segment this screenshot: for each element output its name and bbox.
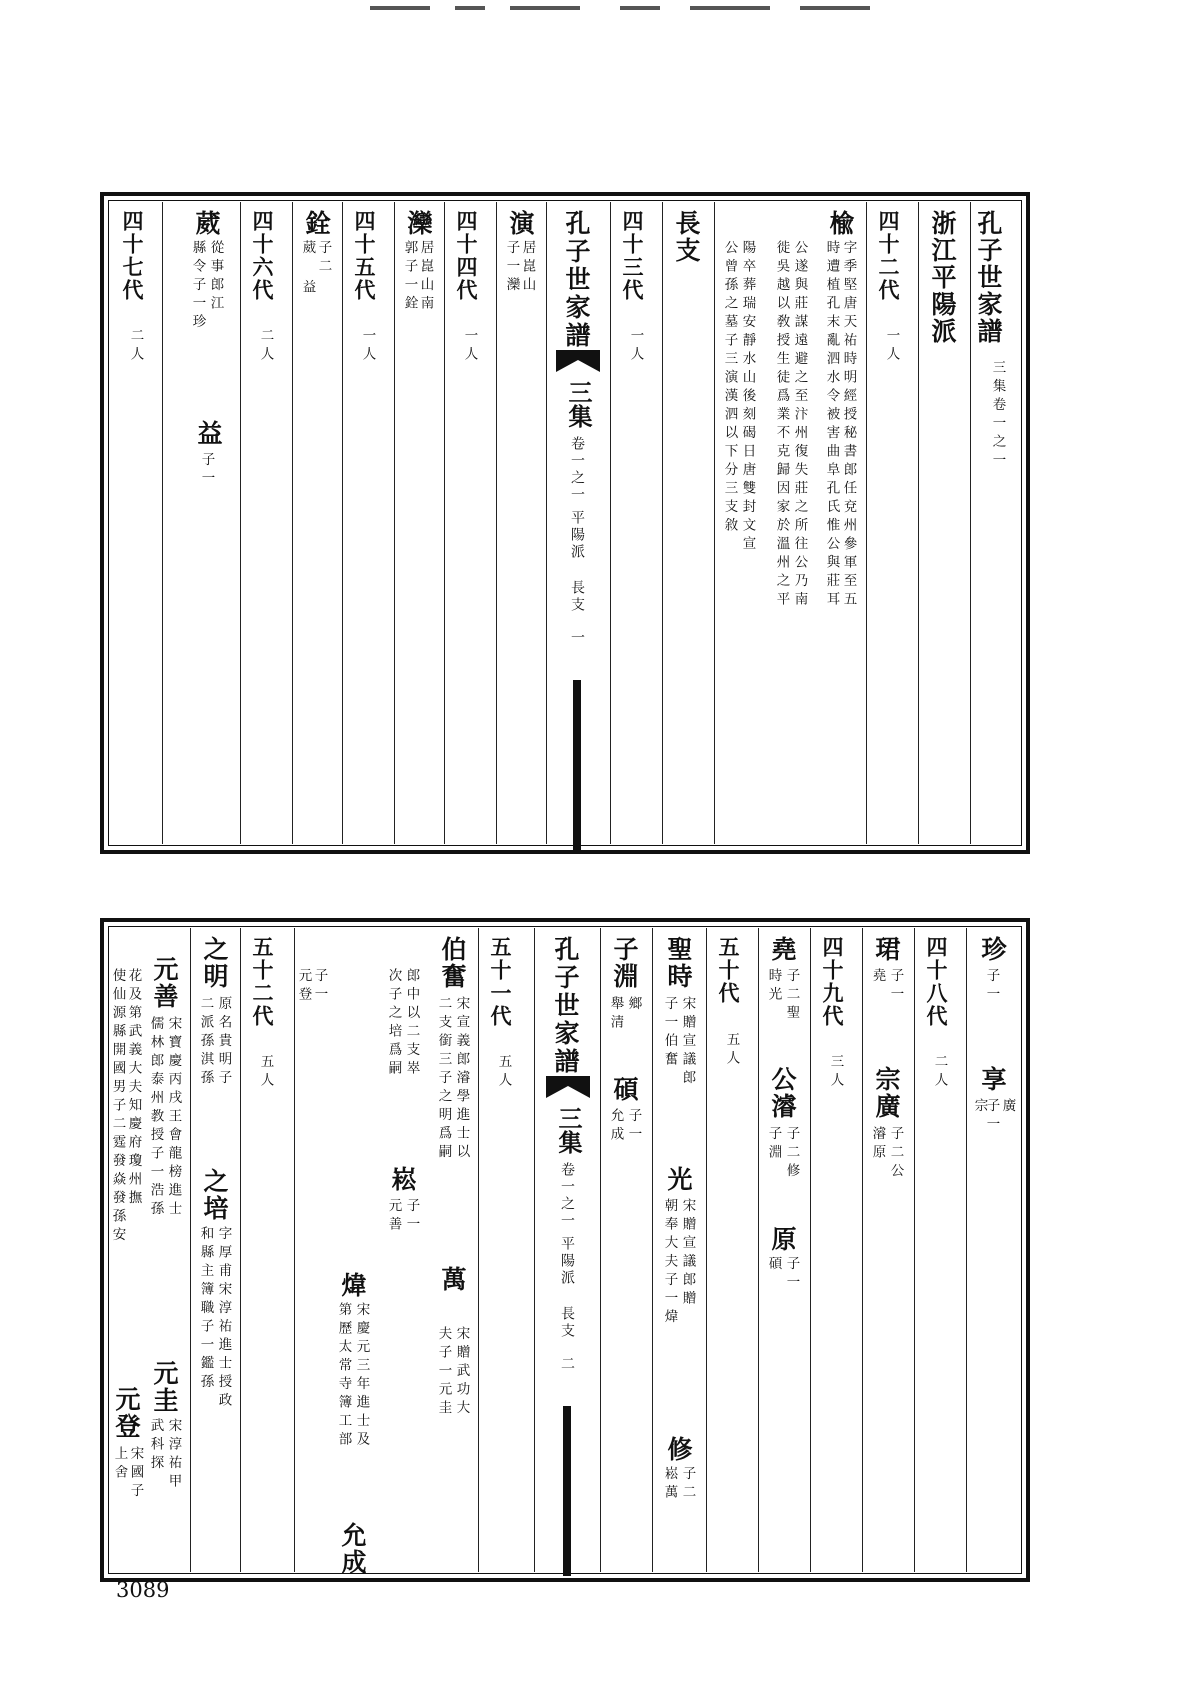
generation-49-column — [814, 936, 860, 1568]
generation-heading: 五十一代 — [488, 936, 513, 1028]
person-note-line: 居崑山 — [519, 240, 536, 296]
person-note-line: 宋宣義郎濬學進士以 — [453, 996, 470, 1163]
generation-heading: 五十代 — [716, 936, 741, 1005]
note-column — [770, 210, 814, 840]
person-name: 宗廣 — [872, 1066, 901, 1120]
person-note-line: 徙吳越以敎授生徒爲業不克歸因家於溫州之平 — [773, 240, 790, 610]
fish-tail-mark-icon — [546, 1076, 590, 1098]
person-name: 崧 — [388, 1166, 417, 1193]
person-note-line: 子一 — [403, 1198, 420, 1235]
generation-47-column — [112, 210, 160, 840]
person-note-line: 子一 — [311, 968, 328, 1005]
person-note-line: 宋贈宣議郎 — [679, 996, 696, 1089]
person-column-子淵 — [604, 936, 650, 1568]
person-name: 元登 — [112, 1386, 141, 1440]
generation-48-column — [918, 936, 964, 1568]
person-note-line: 子一 — [783, 1256, 800, 1293]
person-column-銓 — [296, 210, 340, 840]
person-note-line: 字厚甫宋淳祐進士授政 — [215, 1226, 232, 1411]
person-note-line: 花及第武義大夫知慶府瓊州撫 — [125, 968, 142, 1209]
fish-tail-mark-icon — [556, 350, 600, 372]
person-note-line: 宋慶元三年進士及 — [353, 1302, 370, 1450]
person-name: 煒 — [338, 1272, 367, 1299]
generation-heading: 五十二代 — [250, 936, 275, 1028]
generation-43-column — [614, 210, 660, 840]
person-note-line: 武科探 — [147, 1418, 164, 1474]
person-name: 益 — [194, 420, 223, 447]
person-column-演 — [500, 210, 544, 840]
generation-heading: 四十八代 — [924, 936, 949, 1028]
person-note-line: 鄉 — [625, 996, 642, 1015]
bottom-panel — [100, 918, 1030, 1582]
person-note-line: 從事郎江 — [207, 240, 224, 314]
person-note-line: 元登 — [295, 968, 312, 1005]
person-column-灤 — [398, 210, 442, 840]
person-note-line: 宗 — [971, 1098, 988, 1117]
person-note-line: 和縣主簿職子一鑑孫 — [197, 1226, 214, 1393]
person-name: 萬 — [438, 1266, 467, 1293]
person-note-line: 子二聖 — [783, 968, 800, 1024]
generation-42-column — [870, 210, 916, 840]
person-name: 元圭 — [150, 1360, 179, 1414]
person-note-line: 子一 — [983, 968, 1000, 1005]
book-title-column — [974, 210, 1020, 840]
person-column-元善 — [144, 936, 188, 1568]
spine-branch: 平陽派 長支 — [559, 1236, 575, 1340]
spine-column — [538, 936, 598, 1568]
spine-folio: 一 — [569, 630, 585, 647]
person-note-line: 宋淳祐甲 — [165, 1418, 182, 1492]
book-title: 孔子世家譜 — [974, 210, 1003, 345]
person-note-line: 居崑山南 — [417, 240, 434, 314]
scan-header-marks — [360, 6, 880, 16]
person-column-楡 — [822, 210, 864, 840]
person-name: 堯 — [768, 936, 797, 963]
person-note-line: 第歷太常寺簿工部 — [335, 1302, 352, 1450]
person-note-line: 字季堅唐天祐時明經授秘書郎任兗州參軍至五 — [840, 240, 857, 610]
person-note-line: 子淵 — [765, 1126, 782, 1163]
person-name: 伯奮 — [438, 936, 467, 990]
person-note-line: 濬原 — [869, 1126, 886, 1163]
person-note-line: 宋贈武功大 — [453, 1326, 470, 1419]
person-name: 享 — [978, 1066, 1007, 1093]
person-note-line: 元善 — [385, 1198, 402, 1235]
person-note-line: 子二 — [315, 240, 332, 277]
person-name: 原 — [768, 1226, 797, 1253]
person-note-line: 使仙源縣開國男子二霆發焱發孫安 — [109, 968, 126, 1246]
person-note-line: 原名貴明子 — [215, 996, 232, 1089]
person-note-line: 葳 益 — [299, 240, 316, 298]
spine-branch: 平陽派 長支 — [569, 510, 585, 614]
person-column-聖時 — [656, 936, 704, 1568]
person-name: 修 — [664, 1436, 693, 1463]
person-note-line: 陽卒葬瑞安靜水山後刻碣日唐雙封文宣 — [739, 240, 756, 555]
person-note-line: 碩 — [765, 1256, 782, 1275]
fish-tail-bar — [573, 680, 581, 850]
person-name: 葳 — [192, 210, 221, 237]
person-name: 珍 — [978, 936, 1007, 963]
person-name: 光 — [664, 1166, 693, 1193]
generation-count: 二人 — [931, 1054, 948, 1091]
fish-tail-bar — [563, 1406, 571, 1576]
person-note-line: 公遂與莊謀遠避之至汴州復失莊之所往公乃南 — [791, 240, 808, 610]
note-column — [718, 210, 762, 840]
person-note-line: 宋贈宣議郎贈 — [679, 1198, 696, 1309]
generation-45-column — [346, 210, 392, 840]
generation-heading: 四十三代 — [620, 210, 645, 302]
spine-collection: 三集 — [564, 380, 593, 428]
person-note-line: 舉清 — [607, 996, 624, 1033]
generation-51-column — [482, 936, 528, 1568]
person-note-line: 時遭植孔末亂泗水令被害曲阜孔氏惟公與莊耳 — [823, 240, 840, 610]
person-column-珺 — [866, 936, 912, 1568]
person-name: 珺 — [872, 936, 901, 963]
person-note-line: 縣令子一珍 — [189, 240, 206, 333]
generation-heading: 四十二代 — [876, 210, 901, 302]
person-name: 演 — [506, 210, 535, 237]
generation-count: 一人 — [461, 328, 478, 365]
branch-title-column — [922, 210, 968, 840]
person-note-line: 時光 — [765, 968, 782, 1005]
person-note-line: 子一 — [198, 452, 215, 489]
person-note-line: 子二公 — [887, 1126, 904, 1182]
person-note-line: 二派孫淇孫 — [197, 996, 214, 1089]
person-note-line: 二支銜三子之明爲嗣 — [435, 996, 452, 1163]
person-column-伯奮 — [380, 936, 476, 1568]
top-panel — [100, 192, 1030, 854]
person-note-line: 崧萬 — [661, 1466, 678, 1503]
person-name: 聖時 — [664, 936, 693, 990]
spine-volume: 卷一之一 — [559, 1162, 575, 1230]
spine-folio: 二 — [559, 1356, 575, 1373]
generation-count: 一人 — [359, 328, 376, 365]
generation-count: 一人 — [883, 328, 900, 365]
person-note-line: 次子之培爲嗣 — [385, 968, 402, 1079]
person-note-line: 郎中以二支崒 — [403, 968, 420, 1079]
person-note-line: 子一 — [887, 968, 904, 1005]
generation-count: 二人 — [127, 328, 144, 365]
person-name: 允成 — [338, 1522, 367, 1576]
generation-count: 二人 — [257, 328, 274, 365]
generation-count: 三人 — [827, 1054, 844, 1091]
generation-50-column — [710, 936, 756, 1568]
person-name: 灤 — [404, 210, 433, 237]
person-note-line: 子一 — [983, 1098, 1000, 1135]
person-note-line: 允成 — [607, 1108, 624, 1145]
person-note-line: 子一灤 — [503, 240, 520, 296]
generation-count: 五人 — [495, 1054, 512, 1091]
person-name: 公濬 — [768, 1066, 797, 1120]
person-note-line: 子二修 — [783, 1126, 800, 1182]
generation-heading: 四十五代 — [352, 210, 377, 302]
generation-46-column — [244, 210, 290, 840]
person-name: 之明 — [200, 936, 229, 990]
generation-52-column — [244, 936, 290, 1568]
spine-column — [550, 210, 608, 840]
person-note-line: 堯 — [869, 968, 886, 987]
branch-subheading-column — [666, 210, 712, 840]
note-column — [295, 936, 328, 1568]
person-note-line: 郭子一銓 — [401, 240, 418, 314]
person-name: 元善 — [150, 956, 179, 1010]
person-name: 銓 — [302, 210, 331, 237]
person-note-line: 儒林郎泰州教授子一浩孫 — [147, 1016, 164, 1220]
generation-heading: 四十四代 — [454, 210, 479, 302]
person-note-line: 子一伯奮 — [661, 996, 678, 1070]
person-note-line: 公曾孫之墓子三演漢泗以下分三支敘 — [721, 240, 738, 536]
person-column-葳 — [166, 210, 236, 840]
spine-volume: 卷一之一 — [569, 436, 585, 504]
person-column-之明 — [194, 936, 238, 1568]
note-column — [108, 936, 144, 1568]
generation-heading: 四十九代 — [820, 936, 845, 1028]
spine-title: 孔子世家譜 — [562, 210, 591, 350]
branch-subheading: 長支 — [672, 210, 701, 264]
spine-title: 孔子世家譜 — [551, 936, 580, 1076]
person-note-line: 宋寶慶丙戌王會龍榜進士 — [165, 1016, 182, 1220]
person-name: 楡 — [826, 210, 855, 237]
person-column-珍 — [970, 936, 1022, 1568]
spine-collection: 三集 — [554, 1106, 583, 1154]
generation-heading: 四十七代 — [120, 210, 145, 302]
page-number: 3089 — [116, 1578, 170, 1602]
branch-title: 浙江平陽派 — [928, 210, 957, 345]
person-note-line: 宋國子 — [127, 1446, 144, 1502]
person-note-line: 上舍 — [111, 1446, 128, 1483]
generation-44-column — [448, 210, 494, 840]
person-note-line: 廣 — [999, 1098, 1016, 1117]
volume-label: 三集卷一之一 — [989, 360, 1006, 471]
person-name: 之培 — [200, 1168, 229, 1222]
generation-count: 五人 — [257, 1054, 274, 1091]
person-note-line: 子一 — [625, 1108, 642, 1145]
generation-count: 五人 — [723, 1032, 740, 1069]
person-column-堯 — [762, 936, 808, 1568]
generation-heading: 四十六代 — [250, 210, 275, 302]
generation-count: 一人 — [627, 328, 644, 365]
person-name: 子淵 — [610, 936, 639, 990]
person-note-line: 子二 — [679, 1466, 696, 1503]
person-column-煒 — [330, 936, 378, 1576]
person-note-line: 夫子一元圭 — [435, 1326, 452, 1419]
person-name: 碩 — [610, 1076, 639, 1103]
person-note-line: 朝奉大夫子一煒 — [661, 1198, 678, 1328]
